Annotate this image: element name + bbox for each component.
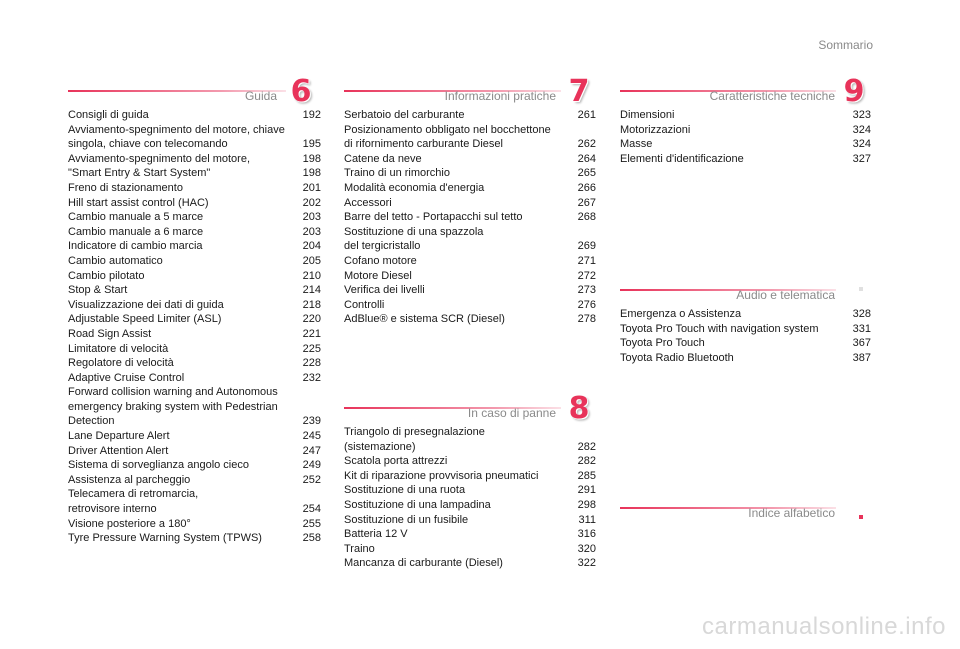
toc-list <box>620 108 871 166</box>
toc-entry-page: 201 <box>302 181 321 194</box>
toc-entry-page: 265 <box>577 167 596 180</box>
toc-entry-title: Toyota Pro Touch <box>620 337 705 350</box>
toc-entry[interactable] <box>344 108 596 123</box>
toc-entry-title: Sostituzione di una spazzola del tergicristallo <box>344 225 484 253</box>
toc-entry-page: 261 <box>577 109 596 121</box>
page-header-title: Sommario <box>818 38 873 52</box>
toc-entry-title: Sistema di sorveglianza angolo cieco <box>68 459 249 472</box>
toc-entry-title: Verifica dei livelli <box>344 284 425 297</box>
toc-list <box>344 425 596 571</box>
toc-entry-page: 198 <box>302 152 321 165</box>
toc-entry-title: Motore Diesel <box>344 269 412 282</box>
toc-entry[interactable] <box>68 298 321 313</box>
section-header <box>344 390 596 426</box>
toc-entry-title: Accessori <box>344 196 392 209</box>
section-title[interactable]: Informazioni pratiche <box>444 89 556 103</box>
toc-entry-title: Regolatore di velocità <box>68 357 174 370</box>
toc-entry[interactable] <box>344 312 596 327</box>
section-header <box>620 279 871 307</box>
toc-entry-title: Assistenza al parcheggio <box>68 473 191 486</box>
toc-entry-page: 266 <box>577 181 596 194</box>
section-number-badge[interactable]: 8 <box>568 390 590 426</box>
toc-entry-page: 328 <box>852 308 871 320</box>
toc-entry-page: 272 <box>577 269 596 282</box>
toc-entry[interactable] <box>68 531 321 546</box>
toc-list <box>620 307 871 365</box>
toc-entry-title: "Smart Entry & Start System" <box>68 167 211 180</box>
toc-entry-page: 324 <box>852 123 871 136</box>
toc-entry[interactable] <box>620 123 871 138</box>
toc-entry-title: Driver Attention Alert <box>68 444 169 457</box>
section-audio-e-telematica <box>620 279 871 365</box>
toc-entry[interactable] <box>68 239 321 254</box>
toc-entry[interactable] <box>68 123 321 152</box>
section-title[interactable]: In caso di panne <box>467 406 556 420</box>
toc-entry-page: 273 <box>577 284 596 297</box>
toc-entry-page: 218 <box>302 298 321 311</box>
section-indice-alfabetico <box>620 497 871 525</box>
toc-entry-page: 255 <box>302 517 321 530</box>
section-title[interactable]: Indice alfabetico <box>748 506 835 520</box>
toc-entry-title: Avviamento-spegnimento del motore, <box>68 152 251 165</box>
section-marker <box>859 287 863 291</box>
toc-entry-page: 232 <box>302 371 321 384</box>
toc-entry[interactable] <box>68 312 321 327</box>
toc-entry[interactable] <box>344 527 596 542</box>
toc-entry-page: 214 <box>302 284 321 297</box>
toc-entry[interactable] <box>620 108 871 123</box>
toc-entry-title: Masse <box>620 138 653 151</box>
toc-entry-page: 247 <box>302 444 321 457</box>
section-informazioni-pratiche <box>344 73 596 327</box>
toc-entry-page: 322 <box>577 557 596 570</box>
toc-entry[interactable] <box>344 152 596 167</box>
section-title[interactable]: Guida <box>244 89 277 103</box>
section-number-badge[interactable]: 6 <box>290 73 312 109</box>
toc-entry[interactable] <box>344 513 596 528</box>
toc-entry[interactable] <box>68 152 321 167</box>
toc-entry[interactable] <box>344 225 596 254</box>
toc-entry[interactable] <box>344 283 596 298</box>
toc-entry-page: 387 <box>852 351 871 364</box>
toc-entry-page: 252 <box>302 473 321 486</box>
toc-entry-title: Indicatore di cambio marcia <box>68 240 203 253</box>
toc-entry[interactable] <box>344 556 596 571</box>
toc-entry[interactable] <box>344 166 596 181</box>
toc-entry[interactable] <box>68 444 321 459</box>
toc-entry-title: Modalità economia d'energia <box>344 181 485 194</box>
toc-entry[interactable] <box>344 498 596 513</box>
section-number-badge[interactable]: 7 <box>568 73 590 109</box>
toc-entry-title: Motorizzazioni <box>620 123 691 136</box>
toc-entry[interactable] <box>620 336 871 351</box>
toc-entry-page: 210 <box>302 269 321 282</box>
toc-entry-title: Mancanza di carburante (Diesel) <box>344 557 503 570</box>
toc-entry[interactable] <box>344 196 596 211</box>
toc-entry[interactable] <box>68 108 321 123</box>
toc-entry-title: Scatola porta attrezzi <box>344 455 448 468</box>
toc-entry[interactable] <box>68 181 321 196</box>
toc-entry-page: 268 <box>577 211 596 224</box>
section-header <box>344 73 596 109</box>
toc-entry-page: 291 <box>577 484 596 497</box>
toc-entry-title: Telecamera di retromarcia, retrovisore interno <box>68 488 199 516</box>
toc-entry[interactable] <box>344 210 596 225</box>
toc-entry[interactable] <box>68 385 321 429</box>
toc-entry-page: 203 <box>302 211 321 224</box>
toc-entry-page: 249 <box>302 459 321 472</box>
toc-entry-page: 205 <box>302 254 321 267</box>
toc-entry-page: 316 <box>577 528 596 541</box>
toc-entry-page: 258 <box>302 532 321 545</box>
toc-entry-page: 298 <box>577 498 596 511</box>
toc-entry-title: Cambio manuale a 6 marce <box>68 225 204 238</box>
toc-entry-page: 269 <box>577 240 596 253</box>
toc-entry-title: Emergenza o Assistenza <box>620 308 742 320</box>
toc-entry-title: Kit di riparazione provvisoria pneumatici <box>344 469 539 482</box>
toc-entry-title: Visualizzazione dei dati di guida <box>68 298 224 311</box>
toc-entry-title: Limitatore di velocità <box>68 342 169 355</box>
toc-entry-page: 311 <box>578 513 596 526</box>
toc-entry-title: Consigli di guida <box>68 109 149 121</box>
toc-entry-title: Cambio automatico <box>68 254 163 267</box>
toc-entry-page: 220 <box>302 313 321 326</box>
toc-entry[interactable] <box>68 342 321 357</box>
toc-entry[interactable] <box>344 483 596 498</box>
toc-entry-page: 239 <box>302 415 321 428</box>
toc-entry[interactable] <box>68 269 321 284</box>
toc-entry-page: 221 <box>302 327 321 340</box>
section-guida <box>68 73 321 546</box>
toc-entry-page: 264 <box>577 152 596 165</box>
toc-entry[interactable] <box>344 469 596 484</box>
toc-entry-title: Serbatoio del carburante <box>344 109 465 121</box>
toc-entry-title: Adaptive Cruise Control <box>68 371 185 384</box>
section-title[interactable]: Audio e telematica <box>736 288 835 302</box>
toc-entry-page: 323 <box>852 109 871 121</box>
toc-entry-title: Sostituzione di una lampadina <box>344 498 491 511</box>
toc-entry[interactable] <box>344 454 596 469</box>
toc-entry-page: 320 <box>577 542 596 555</box>
section-header <box>620 497 871 525</box>
toc-entry[interactable] <box>68 283 321 298</box>
toc-entry-title: Forward collision warning and Autonomous emergency braking system with Pedestrian Detection <box>68 386 278 428</box>
toc-entry-page: 282 <box>577 455 596 468</box>
toc-entry[interactable] <box>344 123 596 152</box>
toc-entry-title: Triangolo di presegnalazione (sistemazione) <box>344 426 485 453</box>
toc-entry[interactable] <box>620 351 871 366</box>
toc-entry-title: Traino di un rimorchio <box>344 167 450 180</box>
toc-entry[interactable] <box>620 152 871 167</box>
toc-entry-page: 271 <box>577 254 596 267</box>
toc-entry[interactable] <box>68 166 321 181</box>
toc-entry[interactable] <box>344 425 596 454</box>
toc-entry-page: 192 <box>302 109 321 121</box>
toc-entry-page: 327 <box>852 152 871 165</box>
section-number-badge[interactable]: 9 <box>843 73 865 109</box>
toc-entry-title: Controlli <box>344 298 385 311</box>
toc-entry[interactable] <box>620 307 871 322</box>
toc-entry-page: 282 <box>577 440 596 453</box>
toc-entry[interactable] <box>68 254 321 269</box>
toc-entry-title: AdBlue® e sistema SCR (Diesel) <box>344 313 505 326</box>
toc-entry-page: 245 <box>302 430 321 443</box>
toc-entry[interactable] <box>620 137 871 152</box>
toc-entry-title: Cofano motore <box>344 254 417 267</box>
toc-entry[interactable] <box>68 487 321 516</box>
toc-entry-page: 367 <box>852 337 871 350</box>
toc-entry-page: 254 <box>302 503 321 516</box>
toc-entry[interactable] <box>344 254 596 269</box>
toc-entry-page: 276 <box>577 298 596 311</box>
toc-entry-page: 198 <box>302 167 321 180</box>
toc-entry[interactable] <box>68 429 321 444</box>
toc-entry-page: 202 <box>302 196 321 209</box>
section-marker <box>859 515 863 519</box>
section-caratteristiche-tecniche <box>620 73 871 166</box>
toc-entry[interactable] <box>68 473 321 488</box>
toc-entry-title: Barre del tetto - Portapacchi sul tetto <box>344 211 523 224</box>
toc-entry-page: 267 <box>577 196 596 209</box>
toc-entry[interactable] <box>344 298 596 313</box>
toc-entry-title: Visione posteriore a 180° <box>68 517 191 530</box>
toc-entry[interactable] <box>68 371 321 386</box>
toc-entry-page: 324 <box>852 138 871 151</box>
toc-list <box>68 108 321 546</box>
toc-entry[interactable] <box>344 542 596 557</box>
toc-entry-page: 204 <box>302 240 321 253</box>
toc-entry[interactable] <box>68 327 321 342</box>
toc-entry-page: 203 <box>302 225 321 238</box>
toc-entry-page: 262 <box>577 138 596 151</box>
toc-entry[interactable] <box>68 225 321 240</box>
toc-entry-title: Adjustable Speed Limiter (ASL) <box>68 313 222 326</box>
toc-entry-title: Road Sign Assist <box>68 327 152 340</box>
toc-entry[interactable] <box>68 196 321 211</box>
toc-entry[interactable] <box>68 210 321 225</box>
toc-entry[interactable] <box>68 517 321 532</box>
toc-entry-page: 331 <box>852 322 871 335</box>
toc-entry-page: 278 <box>577 313 596 326</box>
toc-entry-title: Lane Departure Alert <box>68 430 170 443</box>
section-in-caso-di-panne <box>344 390 596 571</box>
section-header <box>68 73 321 109</box>
toc-entry-title: Toyota Radio Bluetooth <box>620 351 734 364</box>
toc-entry-title: Batteria 12 V <box>344 528 408 541</box>
toc-list <box>344 108 596 327</box>
toc-entry-title: Posizionamento obbligato nel bocchettone di rifornimento carburante Diesel <box>344 123 551 151</box>
toc-entry-title: Traino <box>344 542 375 555</box>
toc-entry[interactable] <box>68 356 321 371</box>
toc-entry-title: Avviamento-spegnimento del motore, chiave singola, chiave con telecomando <box>68 123 285 151</box>
watermark: carmanualsonline.info <box>702 613 946 640</box>
toc-entry-page: 228 <box>302 357 321 370</box>
toc-entry-title: Elementi d'identificazione <box>620 152 744 165</box>
toc-entry-title: Catene da neve <box>344 152 422 165</box>
toc-entry-title: Freno di stazionamento <box>68 181 183 194</box>
toc-entry-title: Tyre Pressure Warning System (TPWS) <box>68 532 262 545</box>
toc-entry-title: Sostituzione di una ruota <box>344 484 466 497</box>
toc-entry-title: Cambio pilotato <box>68 269 145 282</box>
toc-entry-title: Dimensioni <box>620 109 675 121</box>
toc-entry-page: 285 <box>577 469 596 482</box>
section-title[interactable]: Caratteristiche tecniche <box>709 89 835 103</box>
toc-entry[interactable] <box>344 269 596 284</box>
toc-entry-title: Hill start assist control (HAC) <box>68 196 209 209</box>
section-header <box>620 73 871 109</box>
toc-entry[interactable] <box>620 322 871 337</box>
toc-entry-title: Cambio manuale a 5 marce <box>68 211 204 224</box>
toc-entry-page: 195 <box>302 138 321 151</box>
toc-entry-page: 225 <box>302 342 321 355</box>
toc-entry-title: Stop & Start <box>68 284 128 297</box>
toc-entry-title: Toyota Pro Touch with navigation system <box>620 322 819 335</box>
toc-entry-title: Sostituzione di un fusibile <box>344 513 469 526</box>
toc-entry[interactable] <box>344 181 596 196</box>
toc-entry[interactable] <box>68 458 321 473</box>
